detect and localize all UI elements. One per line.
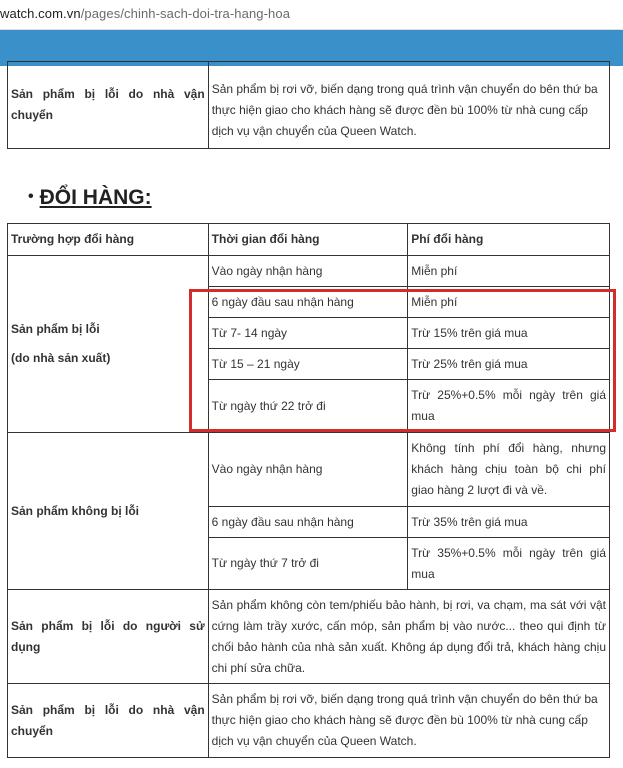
carrier-defect-table-top xyxy=(7,61,610,149)
table-row xyxy=(8,590,610,684)
time-cell: Vào ngày nhận hàng xyxy=(208,256,408,287)
no-defect-group-label: Sản phẩm không bị lỗi xyxy=(8,433,209,590)
case-label: Sản phẩm bị lỗi do nhà vận chuyển xyxy=(8,62,209,149)
case-description: Sản phẩm bị rơi vỡ, biến dạng trong quá trình vận chuyển do bên thứ ba thực hiện giao cho khách hàng sẽ được đền bù 100% từ nhà cung cấp dịch vụ vận chuyển của Queen Watch. xyxy=(208,62,609,149)
time-cell: Từ ngày thứ 22 trở đi xyxy=(208,380,408,433)
user-defect-description: Sản phẩm không còn tem/phiếu bảo hành, bị rơi, va chạm, ma sát với vật cứng làm trầy xước, cấn móp, sản phẩm bị vào nước... theo qui định từ chối bảo hành của nhà sản xuất. Không áp dụng đổi trả, khách hàng chịu chi phí sửa chữa. xyxy=(208,590,609,684)
header-time: Thời gian đổi hàng xyxy=(208,224,408,256)
fee-cell: Trừ 35%+0.5% mỗi ngày trên giá mua xyxy=(408,538,610,590)
time-cell: 6 ngày đầu sau nhận hàng xyxy=(208,507,408,538)
time-cell: Từ 7- 14 ngày xyxy=(208,318,408,349)
fee-cell: Trừ 15% trên giá mua xyxy=(408,318,610,349)
url-host: watch.com.vn xyxy=(0,6,81,21)
header-fee: Phí đổi hàng xyxy=(408,224,610,256)
fee-cell: Trừ 25%+0.5% mỗi ngày trên giá mua xyxy=(408,380,610,433)
carrier-defect-description: Sản phẩm bị rơi vỡ, biến dạng trong quá trình vận chuyển do bên thứ ba thực hiện giao cho khách hàng sẽ được đền bù 100% từ nhà cung cấp dịch vụ vận chuyển của Queen Watch. xyxy=(208,684,609,758)
exchange-table xyxy=(7,223,610,758)
time-cell: 6 ngày đầu sau nhận hàng xyxy=(208,287,408,318)
time-cell: Từ ngày thứ 7 trở đi xyxy=(208,538,408,590)
section-heading xyxy=(28,186,152,210)
url-path: /pages/chinh-sach-doi-tra-hang-hoa xyxy=(80,6,291,21)
fee-cell: Không tính phí đổi hàng, nhưng khách hàng chịu toàn bộ chi phí giao hàng 2 lượt đi và về. xyxy=(408,433,610,507)
address-bar[interactable] xyxy=(0,0,623,30)
user-defect-label: Sản phẩm bị lỗi do người sử dụng xyxy=(8,590,209,684)
fee-cell: Miễn phí xyxy=(408,287,610,318)
defect-group-label xyxy=(8,256,209,433)
table-header-row xyxy=(8,224,610,256)
carrier-defect-label: Sản phẩm bị lỗi do nhà vận chuyển xyxy=(8,684,209,758)
heading-text: ĐỔI HÀNG: xyxy=(39,186,152,209)
url-text[interactable] xyxy=(0,6,290,21)
fee-cell: Trừ 35% trên giá mua xyxy=(408,507,610,538)
defect-label-line2: (do nhà sản xuất) xyxy=(11,351,111,365)
header-case: Trường hợp đổi hàng xyxy=(8,224,209,256)
time-cell: Từ 15 – 21 ngày xyxy=(208,349,408,380)
time-cell: Vào ngày nhận hàng xyxy=(208,433,408,507)
fee-cell: Trừ 25% trên giá mua xyxy=(408,349,610,380)
table-row xyxy=(8,433,610,507)
table-row xyxy=(8,256,610,287)
table-row xyxy=(8,684,610,758)
fee-cell: Miễn phí xyxy=(408,256,610,287)
bullet: • xyxy=(28,188,34,205)
defect-label-line1: Sản phẩm bị lỗi xyxy=(11,322,100,336)
